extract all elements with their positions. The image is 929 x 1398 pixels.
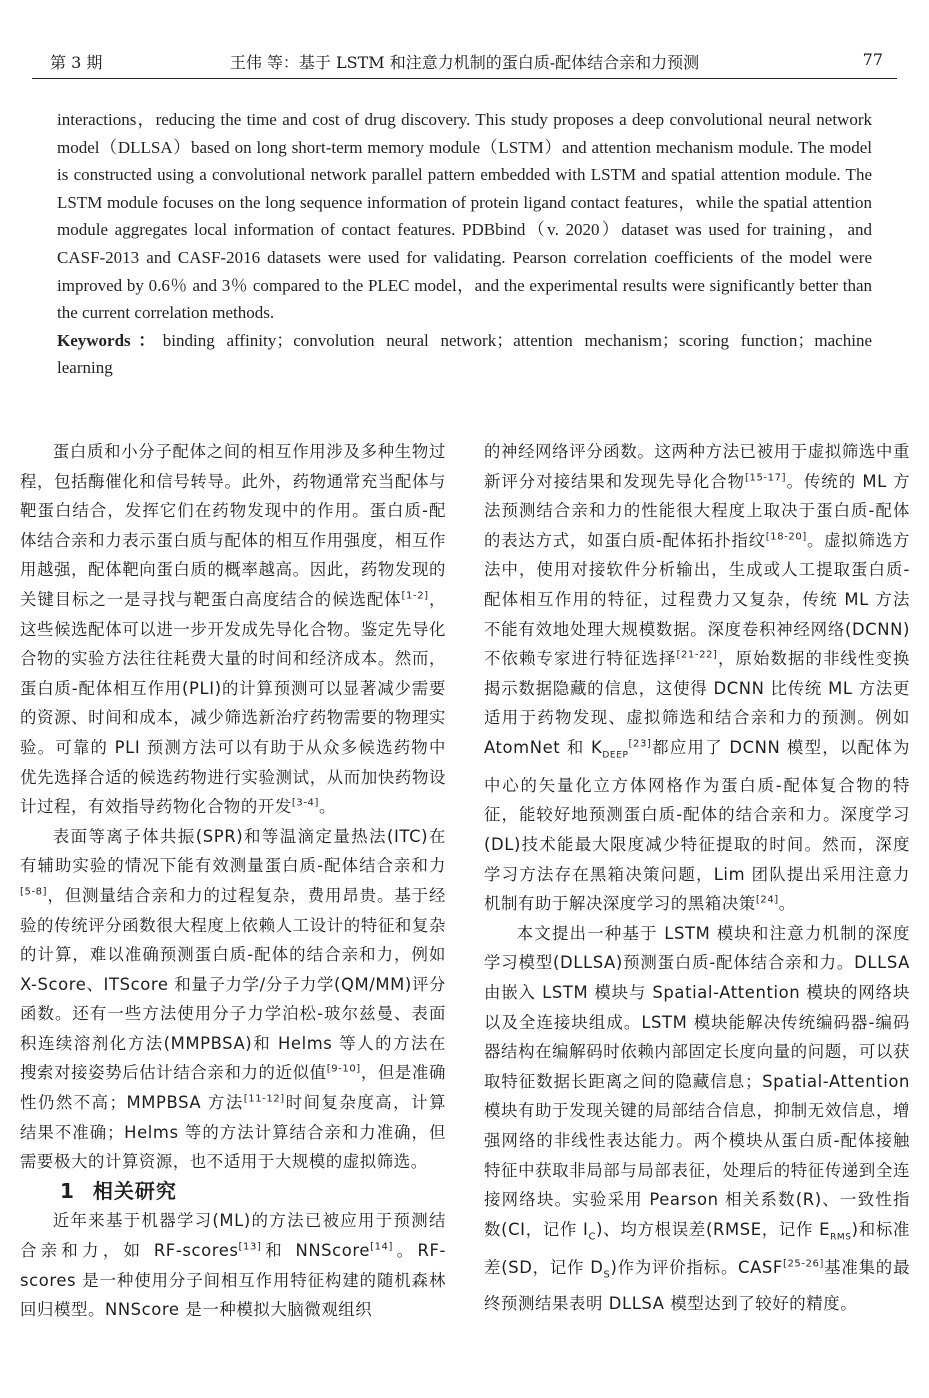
section-title: 相关研究 [92, 1178, 177, 1203]
subscript: S [603, 1268, 611, 1280]
keywords-label: Keywords： [57, 330, 163, 350]
english-abstract [57, 106, 872, 382]
paragraph: 蛋白质和小分子配体之间的相互作用涉及多种生物过程，包括酶催化和信号转导。此外，药物通常充当配体与靶蛋白结合，发挥它们在药物发现中的作用。蛋白质-配体结合亲和力表示蛋白质与配体的相互作用强度，相互作用越强，配体靶向蛋白质的概率越高。因此，药物发现的关键目标之一是寻找与靶蛋白高度结合的候选配体[1-2]，这些候选配体可以进一步开发成先导化合物。鉴定先导化合物的实验方法往往耗费大量的时间和经济成本。然而，蛋白质-配体相互作用(PLI)的计算预测可以显著减少需要的资源、时间和成本，减少筛选新治疗药物需要的物理实验。可靠的 PLI 预测方法可以有助于从众多候选药物中优先选择合适的候选药物进行实验测试，从而加快药物设计过程，有效指导药物化合物的开发[3-4]。 [20, 442, 446, 817]
subscript: RMS [830, 1232, 852, 1242]
paragraph: 近年来基于机器学习(ML)的方法已被应用于预测结合亲和力，如 RF-scores[13]和 NNScore[14]。RF-scores 是一种使用分子间相互作用特征构建的随机森林回归模型。NNScore 是一种模拟大脑微观组织 [20, 1211, 447, 1320]
citation: [18-20] [765, 531, 807, 543]
running-title: 王伟 等：基于 LSTM 和注意力机制的蛋白质-配体结合亲和力预测 [229, 53, 700, 72]
citation: [15-17] [745, 472, 787, 484]
subscript: C [588, 1231, 597, 1242]
paragraph: 表面等离子体共振(SPR)和等温滴定量热法(ITC)在有辅助实验的情况下能有效测量蛋白质-配体结合亲和力[5-8]，但测量结合亲和力的过程复杂，费用昂贵。基于经验的传统评分函数很大程度上依赖人工设计的特征和复杂的计算，难以准确预测蛋白质-配体的结合亲和力，例如 X-Score、ITScore 和量子力学/分子力学(QM/MM)评分函数。还有一些方法使用分子力学泊松-玻尔兹曼、表面积连续溶剂化方法(MMPBSA)和 Helms 等人的方法在搜索对接姿势后估计结合亲和力的近似值[9-10]，但是准确性仍然不高；MMPBSA 方法[11-12]时间复杂度高，计算结果不准确；Helms 等的方法计算结合亲和力准确，但需要极大的计算资源，也不适用于大规模的虚拟筛选。 [20, 826, 446, 1172]
citation: [21-22] [676, 649, 718, 661]
citation: [24] [755, 894, 779, 906]
citation: [23] [628, 738, 652, 750]
citation: [11-12] [243, 1093, 285, 1105]
keywords-list: binding affinity；convolution neural network；attention mechanism；scoring function；machine learning [57, 330, 872, 378]
left-column [20, 437, 446, 1325]
citation: [14] [370, 1241, 394, 1253]
subscript: DEEP [602, 750, 629, 761]
paragraph: 本文提出一种基于 LSTM 模块和注意力机制的深度学习模型(DLLSA)预测蛋白质-配体结合亲和力。DLLSA 由嵌入 LSTM 模块与 Spatial-Attention 模块的网络块以及全连接块组成。LSTM 模块能解决传统编码器-编码器结构在编解码时依赖内部固定长度向量的问题，可以获取特征数据长距离之间的隐藏信息；Spatial-Attention 模块有助于发现关键的局部结合信息，抑制无效信息，增强网络的非线性表达能力。两个模块从蛋白质-配体接触特征中获取非局部与局部表征，处理后的特征传递到全连接网络块。实验采用 Pearson 相关系数(R)、一致性指数(CI，记作 $I_C$)、均方根误差(RMSE，记作 $E_{RMS}$)和标准差(SD，记作 $D_S$)作为评价指标。CASF[25-26]基准集的最终预测结果表明 DLLSA 模型达到了较好的精度。 [484, 923, 911, 1314]
citation: [1-2] [401, 590, 429, 602]
citation: [3-4] [291, 797, 319, 809]
keywords [57, 327, 872, 382]
citation: [5-8] [20, 886, 48, 898]
citation: [13] [238, 1241, 262, 1253]
section-heading [20, 1177, 446, 1207]
page-number: 77 [862, 50, 883, 69]
issue-number: 第 3 期 [50, 53, 103, 72]
citation: [9-10] [326, 1064, 361, 1075]
section-number: 1 [60, 1178, 75, 1203]
right-column [484, 437, 910, 1319]
paragraph: 的神经网络评分函数。这两种方法已被用于虚拟筛选中重新评分对接结果和发现先导化合物[15-17]。传统的 ML 方法预测结合亲和力的性能很大程度上取决于蛋白质-配体的表达方式，如蛋白质-配体拓扑指纹[18-20]。虚拟筛选方法中，使用对接软件分析输出，生成或人工提取蛋白质-配体相互作用的特征，过程费力又复杂，传统 ML 方法不能有效地处理大规模数据。深度卷积神经网络(DCNN)不依赖专家进行特征选择[21-22]，原始数据的非线性变换揭示数据隐藏的信息，这使得 DCNN 比传统 ML 方法更适用于药物发现、虚拟筛选和结合亲和力的预测。例如 AtomNet 和 $K_{DEEP}[23]$都应用了 DCNN 模型，以配体为中心的矢量化立方体网格作为蛋白质-配体复合物的特征，能较好地预测蛋白质-配体的结合亲和力。深度学习(DL)技术能最大限度减少特征提取的时间。然而，深度学习方法存在黑箱决策问题，Lim 团队提出采用注意力机制有助于解决深度学习的黑箱决策[24]。 [484, 442, 911, 914]
page-header [32, 44, 897, 79]
citation: [25-26] [782, 1258, 824, 1270]
abstract-text: interactions，reducing the time and cost of drug discovery. This study proposes a deep convolutional neural network model（DLLSA）based on long short-term memory module（LSTM）and attention mechanism module. The model is constructed using a convolutional network parallel pattern embedded with LSTM and spatial attention module. The LSTM module focuses on the long sequence information of protein ligand contact features，while the spatial attention module aggregates local information of contact features. PDBbind（v. 2020）dataset was used for training，and CASF-2013 and CASF-2016 datasets were used for validating. Pearson correlation coefficients of the model were improved by 0.6％ and 3％ compared to the PLEC model，and the experimental results were significantly better than the current correlation methods. [57, 110, 872, 323]
